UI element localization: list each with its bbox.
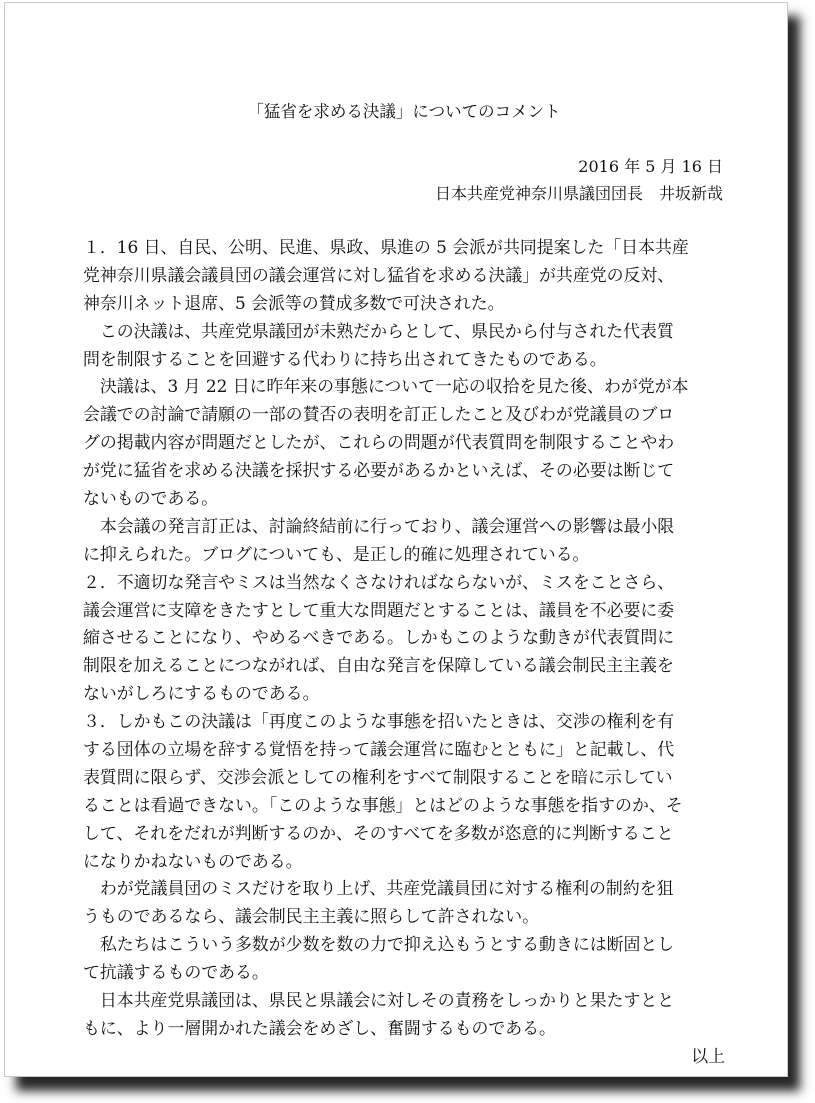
body-line: 縮させることになり、やめるべきである。しかもこのような動きが代表質問に <box>83 627 675 648</box>
body-line: 日本共産党県議団は、県民と県議会に対しその責務をしっかりと果たすとと <box>83 990 675 1011</box>
body-line: ３．しかもこの決議は「再度このような事態を招いたときは、交渉の権利を有 <box>83 711 675 732</box>
body-line: 問を制限することを回避する代わりに持ち出されてきたものである。 <box>83 348 607 369</box>
body-line: 神奈川ネット退席、5 会派等の賛成多数で可決された。 <box>83 292 505 313</box>
document-title: 「猛省を求める決議」についてのコメント <box>247 102 561 121</box>
body-line: ないがしろにするものである。 <box>83 683 320 704</box>
body-line: ることは看過できない。「このような事態」とはどのような事態を指すのか、そ <box>83 794 683 815</box>
body-line: うものであるなら、議会制民主主義に照らして許されない。 <box>83 906 540 927</box>
body-line: 党神奈川県議会議員団の議会運営に対し猛省を求める決議」が共産党の反対、 <box>83 264 675 285</box>
body-line: が党に猛省を求める決議を採択する必要があるかといえば、その必要は断じて <box>83 460 675 481</box>
body-line: に抑えられた。ブログについても、是正し的確に処理されている。 <box>83 543 590 564</box>
body-line: 本会議の発言訂正は、討論終結前に行っており、議会運営への影響は最小限 <box>83 515 675 536</box>
body-line: ２．不適切な発言やミスは当然なくさなければならないが、ミスをことさら、 <box>83 571 675 592</box>
body-line: 議会運営に支障をきたすとして重大な問題だとすることは、議員を不必要に委 <box>83 599 675 620</box>
body-line: もに、より一層開かれた議会をめざし、奮闘するものである。 <box>83 1017 556 1038</box>
document-author: 日本共産党神奈川県議団団長 井坂新哉 <box>434 184 723 203</box>
body-line: わが党議員団のミスだけを取り上げ、共産党議員団に対する権利の制約を狙 <box>83 878 674 899</box>
document-date: 2016 年 5 月 16 日 <box>578 157 723 176</box>
closing-text: 以上 <box>691 1045 725 1066</box>
body-line: して、それをだれが判断するのか、そのすべてを多数が恣意的に判断すること <box>83 822 674 843</box>
document-page <box>4 2 788 1077</box>
body-line: て抗議するものである。 <box>83 962 269 983</box>
body-line: になりかねないものである。 <box>83 850 303 871</box>
document-body <box>83 234 725 1071</box>
body-line: する団体の立場を辞する覚悟を持って議会運営に臨むとともに」と記載し、代 <box>83 739 675 760</box>
body-line: この決議は、共産党県議団が未熟だからとして、県民から付与された代表質 <box>83 320 674 341</box>
body-line: １．16 日、自民、公明、民進、県政、県進の 5 会派が共同提案した「日本共産 <box>83 237 689 257</box>
body-line: グの掲載内容が問題だとしたが、これらの問題が代表質問を制限することやわ <box>83 432 675 453</box>
body-line: 私たちはこういう多数が少数を数の力で抑え込もうとする動きには断固とし <box>83 934 675 955</box>
body-line: 決議は、3 月 22 日に昨年来の事態について一応の収拾を見た後、わが党が本 <box>83 376 689 397</box>
body-line: 制限を加えることにつながれば、自由な発言を保障している議会制民主主義を <box>83 655 674 676</box>
body-line: ないものである。 <box>83 488 219 509</box>
body-line: 会議での討論で請願の一部の賛否の表明を訂正したこと及びわが党議員のブロ <box>83 404 675 425</box>
body-line: 表質問に限らず、交渉会派としての権利をすべて制限することを暗に示してい <box>83 766 673 787</box>
